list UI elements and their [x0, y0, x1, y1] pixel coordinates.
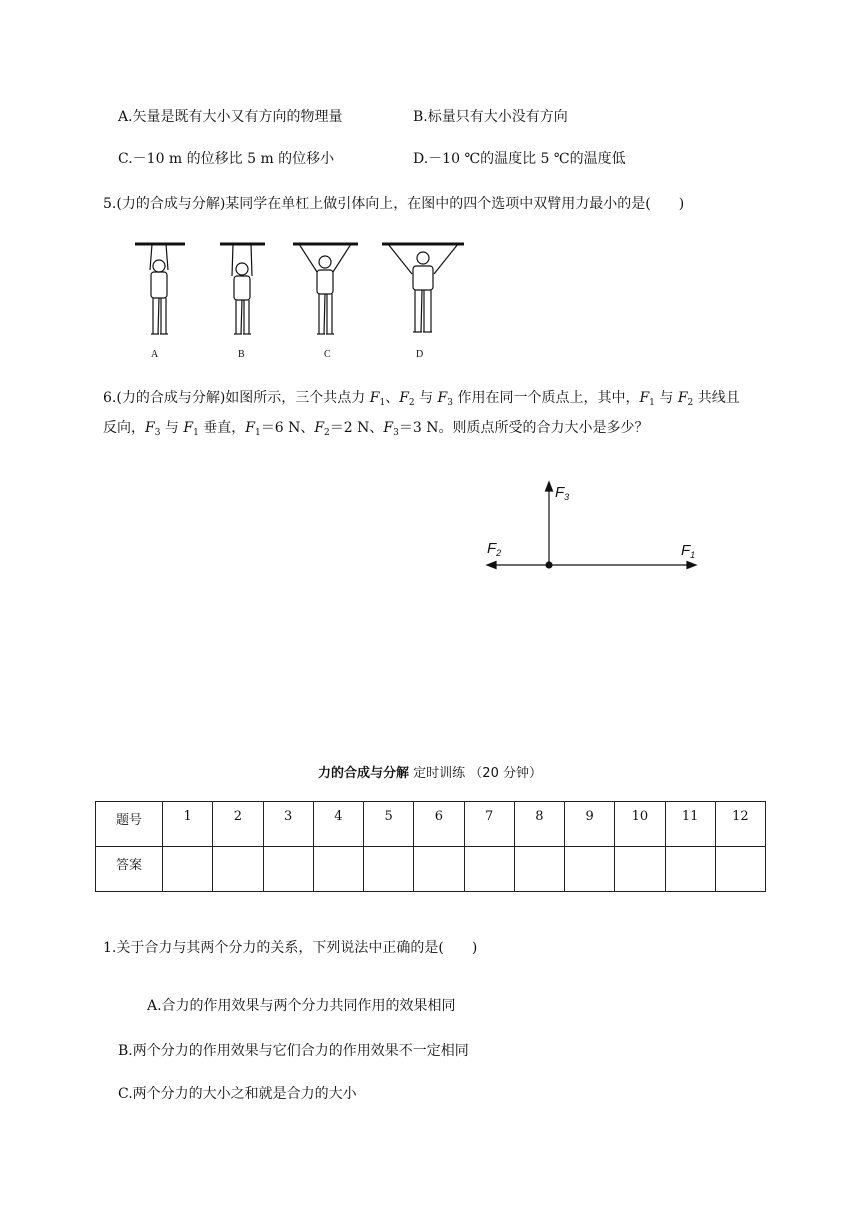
answer-cell[interactable] — [665, 847, 715, 892]
arrowhead-f2-icon — [487, 562, 496, 569]
table-cell: 4 — [313, 802, 363, 847]
table-header-question-number: 题号 — [96, 802, 163, 847]
q4-option-d: D.－10 ℃的温度比 5 ℃的温度低 — [413, 151, 626, 167]
answer-cell[interactable] — [565, 847, 615, 892]
q5-stem: 5.(力的合成与分解)某同学在单杠上做引体向上，在图中的四个选项中双臂用力最小的是( ) — [103, 196, 685, 212]
s-q1-option-a: A.合力的作用效果与两个分力共同作用的效果相同 — [147, 998, 456, 1014]
answer-cell[interactable] — [514, 847, 564, 892]
figure-label-c: C — [324, 349, 331, 360]
answer-cell[interactable] — [715, 847, 765, 892]
table-cell: 3 — [263, 802, 313, 847]
figure-c — [293, 244, 358, 334]
force-label-f2: $F_2$ — [487, 540, 502, 558]
table-cell: 5 — [364, 802, 414, 847]
table-cell: 11 — [665, 802, 715, 847]
q4-option-a: A.矢量是既有大小又有方向的物理量 — [118, 109, 343, 125]
figure-label-a: A — [151, 349, 159, 360]
answer-cell[interactable] — [263, 847, 313, 892]
answer-table — [95, 801, 766, 892]
answer-cell[interactable] — [414, 847, 464, 892]
q4-option-b: B.标量只有大小没有方向 — [413, 109, 568, 125]
force-label-f1: $F_1$ — [681, 542, 696, 560]
answer-cell[interactable] — [163, 847, 213, 892]
table-cell: 7 — [464, 802, 514, 847]
answer-cell[interactable] — [213, 847, 263, 892]
figure-d — [382, 244, 464, 332]
answer-cell[interactable] — [464, 847, 514, 892]
table-cell: 10 — [615, 802, 665, 847]
q6-stem-line1: 6.(力的合成与分解)如图所示，三个共点力 $F_1$、$F_2$ 与 $F_3$ 作用在同一个质点上，其中，$F_1$ 与 $F_2$ 共线且 — [103, 390, 740, 408]
table-cell: 6 — [414, 802, 464, 847]
q6-stem-line2: 反向，$F_3$ 与 $F_1$ 垂直，$F_1=6$ N、$F_2=2$ N、$F_3=3$ N。则质点所受的合力大小是多少？ — [103, 420, 649, 438]
table-row — [96, 847, 766, 892]
table-cell: 8 — [514, 802, 564, 847]
table-header-answer: 答案 — [96, 847, 163, 892]
answer-cell[interactable] — [364, 847, 414, 892]
answer-cell[interactable] — [615, 847, 665, 892]
section-title: 力的合成与分解 定时训练 （20 分钟） — [318, 766, 542, 781]
force-diagram — [485, 478, 705, 578]
arrowhead-f3-icon — [546, 482, 553, 491]
figure-label-d: D — [416, 349, 424, 360]
s-q1-option-b: B.两个分力的作用效果与它们合力的作用效果不一定相同 — [118, 1043, 469, 1059]
figure-b — [220, 244, 265, 334]
figure-label-b: B — [238, 349, 245, 360]
s-q1-option-c: C.两个分力的大小之和就是合力的大小 — [118, 1086, 357, 1102]
pull-up-figure — [130, 236, 480, 348]
table-cell: 9 — [565, 802, 615, 847]
table-cell: 1 — [163, 802, 213, 847]
arrowhead-f1-icon — [687, 562, 696, 569]
force-label-f3: $F_3$ — [555, 484, 570, 502]
answer-cell[interactable] — [313, 847, 363, 892]
q4-option-c: C.－10 m 的位移比 5 m 的位移小 — [118, 151, 335, 167]
table-cell: 12 — [715, 802, 765, 847]
particle-point — [546, 562, 552, 568]
s-q1-stem: 1.关于合力与其两个分力的关系，下列说法中正确的是( ) — [103, 940, 478, 956]
figure-a — [135, 244, 185, 334]
table-cell: 2 — [213, 802, 263, 847]
table-row — [96, 802, 766, 847]
